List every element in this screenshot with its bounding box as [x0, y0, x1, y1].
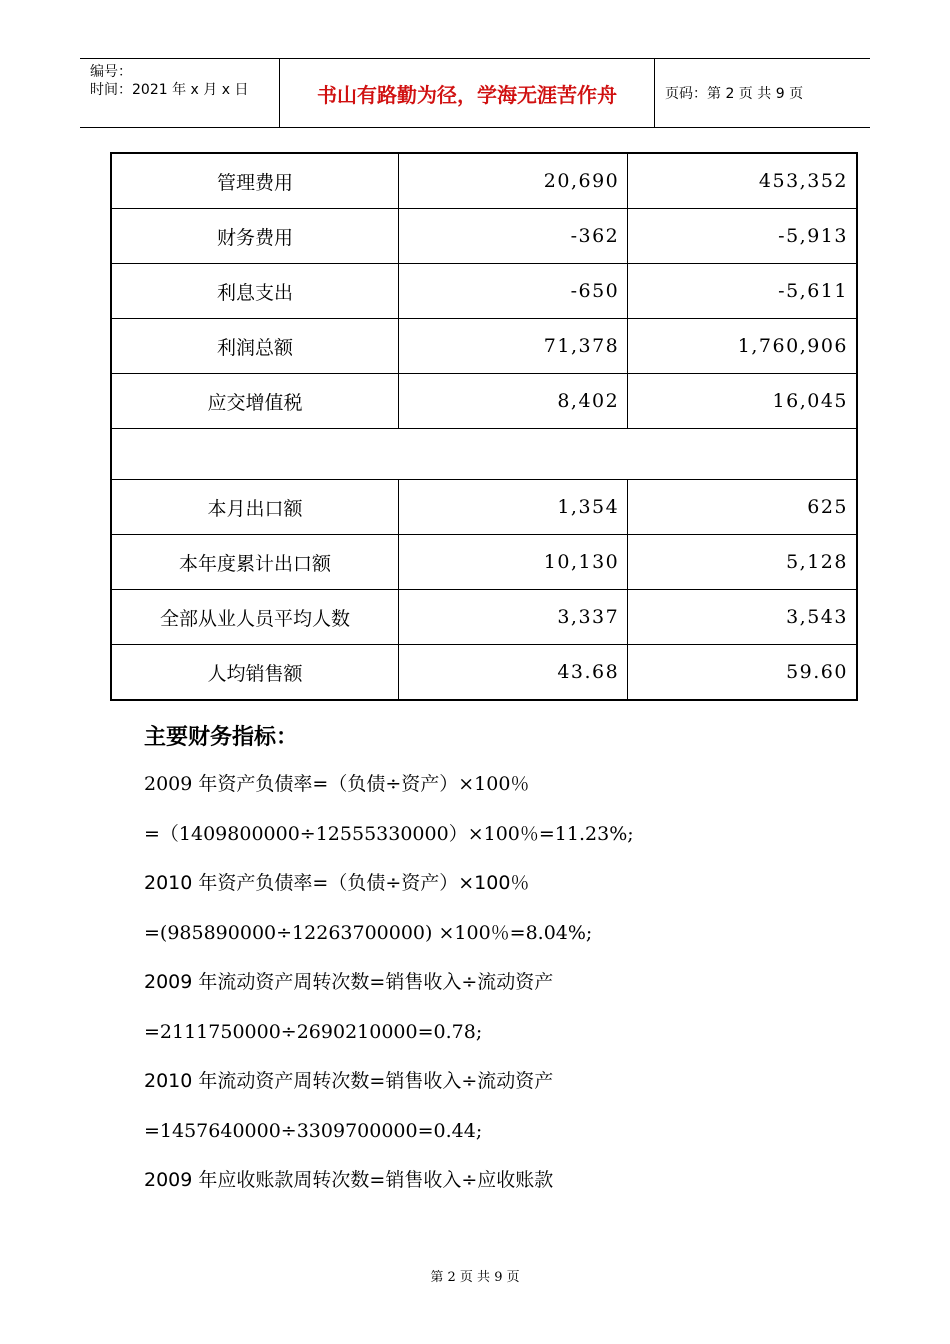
table-row	[111, 535, 857, 590]
header-time-label: 时间：2021 年 x 月 x 日	[90, 82, 249, 98]
table-row	[111, 153, 857, 209]
row-value-1: 20,690	[399, 153, 628, 209]
row-value-2: 453,352	[628, 153, 857, 209]
formula-line: 2009 年资产负债率=（负债÷资产）×100％	[144, 773, 530, 795]
header-page-label: 页码：第 2 页 共 9 页	[665, 86, 804, 102]
header-motto: 书山有路勤为径，学海无涯苦作舟	[280, 59, 655, 127]
row-value-1: 8,402	[399, 374, 628, 429]
row-value-1: 71,378	[399, 319, 628, 374]
table-row	[111, 374, 857, 429]
formula-line: 2010 年资产负债率=（负债÷资产）×100％	[144, 872, 530, 894]
formula-line: =1457640000÷3309700000=0.44;	[144, 1119, 483, 1142]
row-value-1: -362	[399, 209, 628, 264]
table-row	[111, 209, 857, 264]
row-value-2: 3,543	[628, 590, 857, 645]
row-label: 利润总额	[111, 319, 399, 374]
financial-indicators-section	[144, 716, 864, 1206]
formula-line: 2010 年流动资产周转次数=销售收入÷流动资产	[144, 1070, 554, 1092]
table-blank-row	[111, 429, 857, 480]
table-row	[111, 480, 857, 535]
row-value-2: 59.60	[628, 645, 857, 701]
row-label: 利息支出	[111, 264, 399, 319]
row-label: 全部从业人员平均人数	[111, 590, 399, 645]
row-value-2: 1,760,906	[628, 319, 857, 374]
row-value-1: 1,354	[399, 480, 628, 535]
row-label: 本月出口额	[111, 480, 399, 535]
row-value-1: 10,130	[399, 535, 628, 590]
formula-line: =(985890000÷12263700000) ×100％=8.04%;	[144, 921, 593, 944]
row-value-2: 625	[628, 480, 857, 535]
row-value-2: 5,128	[628, 535, 857, 590]
row-value-1: 43.68	[399, 645, 628, 701]
table-row	[111, 319, 857, 374]
row-label: 财务费用	[111, 209, 399, 264]
row-value-2: -5,611	[628, 264, 857, 319]
financial-table	[110, 152, 858, 701]
formula-line: =（1409800000÷12555330000）×100％=11.23%;	[144, 822, 634, 845]
row-value-2: -5,913	[628, 209, 857, 264]
row-value-1: 3,337	[399, 590, 628, 645]
row-value-2: 16,045	[628, 374, 857, 429]
formula-line: 2009 年流动资产周转次数=销售收入÷流动资产	[144, 971, 554, 993]
section-title: 主要财务指标：	[144, 725, 299, 750]
table-row	[111, 264, 857, 319]
table-row	[111, 645, 857, 701]
page-footer: 第 2 页 共 9 页	[430, 1270, 520, 1285]
row-label: 人均销售额	[111, 645, 399, 701]
header-number-label: 编号：	[90, 64, 132, 80]
formula-line: 2009 年应收账款周转次数=销售收入÷应收账款	[144, 1169, 554, 1191]
formula-line: =2111750000÷2690210000=0.78;	[144, 1020, 483, 1043]
row-label: 管理费用	[111, 153, 399, 209]
blank-cell	[111, 429, 857, 480]
row-label: 应交增值税	[111, 374, 399, 429]
table-row	[111, 590, 857, 645]
header-meta	[80, 59, 280, 127]
row-value-1: -650	[399, 264, 628, 319]
page-header	[80, 58, 870, 128]
row-label: 本年度累计出口额	[111, 535, 399, 590]
